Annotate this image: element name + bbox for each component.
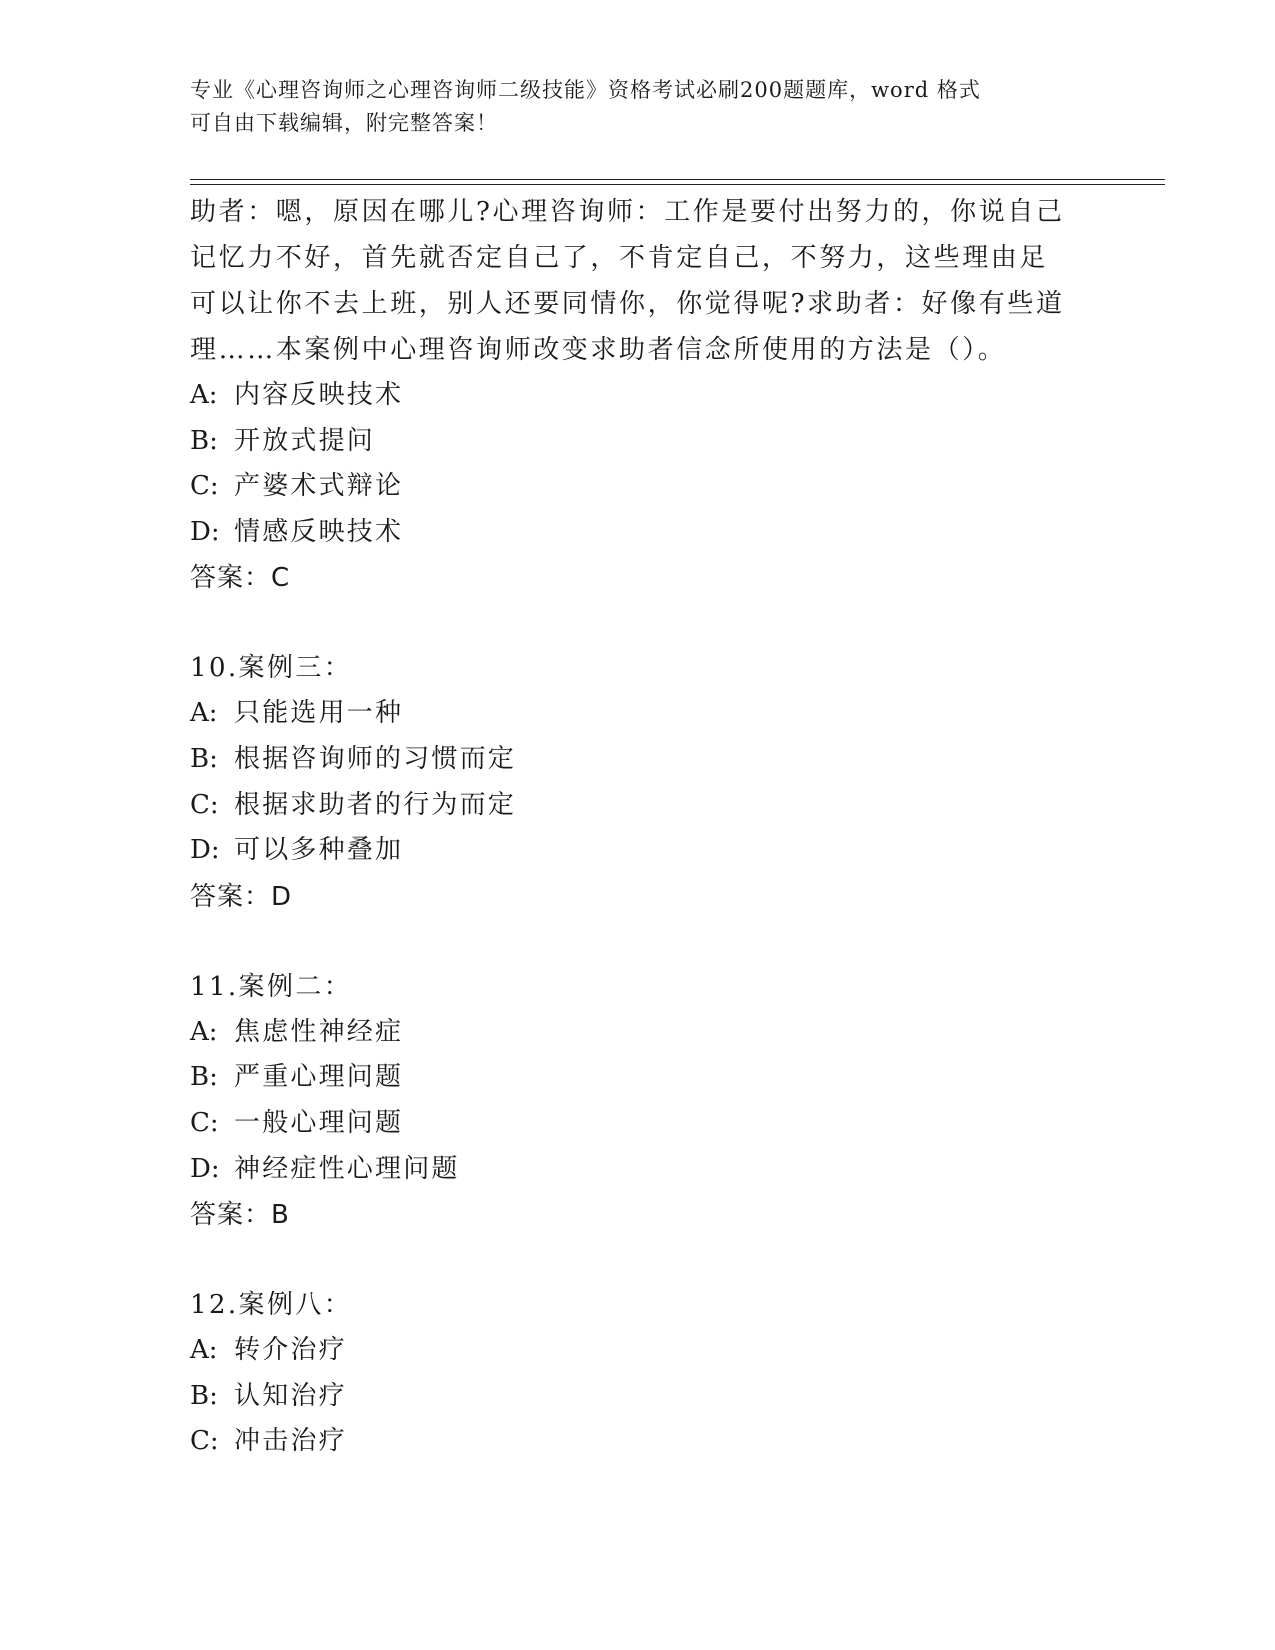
answer-line: 答案：D	[190, 881, 293, 912]
question-text-line: 助者：嗯，原因在哪儿?心理咨询师：工作是要付出努力的，你说自己	[190, 197, 1065, 227]
option-text: 内容反映技术	[234, 380, 404, 410]
option-key: C:	[190, 471, 219, 502]
option-c	[190, 1101, 1090, 1147]
option-text: 一般心理问题	[234, 1107, 404, 1138]
option-key: C:	[190, 1107, 219, 1138]
question-title: 11.案例二：	[190, 971, 353, 1002]
option-text: 严重心理问题	[234, 1062, 404, 1093]
header-line-1: 专业《心理咨询师之心理咨询师二级技能》资格考试必刷200题题库，word 格式	[190, 78, 981, 102]
option-c	[190, 1419, 1090, 1465]
option-key: A:	[190, 1016, 218, 1047]
option-b	[190, 1374, 1090, 1420]
option-text: 产婆术式辩论	[234, 471, 404, 502]
option-a	[190, 1328, 1090, 1374]
document-body	[190, 189, 1090, 1465]
question-text-line: 记忆力不好，首先就否定自己了，不肯定自己，不努力，这些理由足	[190, 243, 1049, 273]
option-d	[190, 828, 1090, 874]
option-a	[190, 373, 1090, 419]
spacer	[190, 1238, 1090, 1282]
question-title: 10.案例三：	[190, 653, 353, 684]
question-11	[190, 964, 1090, 1238]
answer-line: 答案：B	[190, 1200, 290, 1231]
option-text: 神经症性心理问题	[234, 1153, 460, 1184]
question-text-line: 理……本案例中心理咨询师改变求助者信念所使用的方法是（）。	[190, 335, 1007, 365]
option-a	[190, 1010, 1090, 1056]
option-key: B:	[190, 1380, 218, 1411]
option-text: 冲击治疗	[234, 1426, 347, 1457]
option-a	[190, 691, 1090, 737]
option-text: 焦虑性神经症	[234, 1016, 404, 1047]
option-key: C:	[190, 1426, 219, 1457]
option-text: 只能选用一种	[234, 698, 404, 729]
option-b	[190, 419, 1090, 465]
option-key: A:	[190, 380, 218, 410]
option-key: B:	[190, 1062, 218, 1093]
option-text: 情感反映技术	[234, 516, 404, 547]
option-c	[190, 464, 1090, 510]
option-key: A:	[190, 698, 218, 729]
question-10	[190, 645, 1090, 919]
option-key: A:	[190, 1335, 218, 1366]
question-continued	[190, 189, 1090, 601]
question-title: 12.案例八：	[190, 1290, 353, 1321]
option-text: 开放式提问	[234, 425, 376, 456]
spacer	[190, 601, 1090, 645]
option-key: D:	[190, 1153, 220, 1184]
header-divider-top	[190, 179, 1165, 180]
question-text-line: 可以让你不去上班，别人还要同情你，你觉得呢?求助者：好像有些道	[190, 289, 1065, 319]
option-text: 根据求助者的行为而定	[234, 789, 517, 820]
option-text: 转介治疗	[234, 1335, 347, 1366]
question-12	[190, 1282, 1090, 1465]
option-key: D:	[190, 516, 220, 547]
option-key: B:	[190, 425, 218, 456]
header-divider-bottom	[190, 184, 1165, 185]
option-b	[190, 737, 1090, 783]
header-line-2: 可自由下载编辑，附完整答案！	[190, 111, 498, 135]
option-c	[190, 783, 1090, 829]
option-key: C:	[190, 789, 219, 820]
option-d	[190, 1147, 1090, 1193]
option-d	[190, 510, 1090, 556]
option-text: 认知治疗	[234, 1380, 347, 1411]
option-key: B:	[190, 743, 218, 774]
option-key: D:	[190, 835, 220, 866]
option-text: 可以多种叠加	[234, 835, 404, 866]
option-b	[190, 1055, 1090, 1101]
answer-line: 答案：C	[190, 563, 291, 594]
option-text: 根据咨询师的习惯而定	[234, 743, 517, 774]
document-header	[190, 74, 1090, 140]
spacer	[190, 920, 1090, 964]
